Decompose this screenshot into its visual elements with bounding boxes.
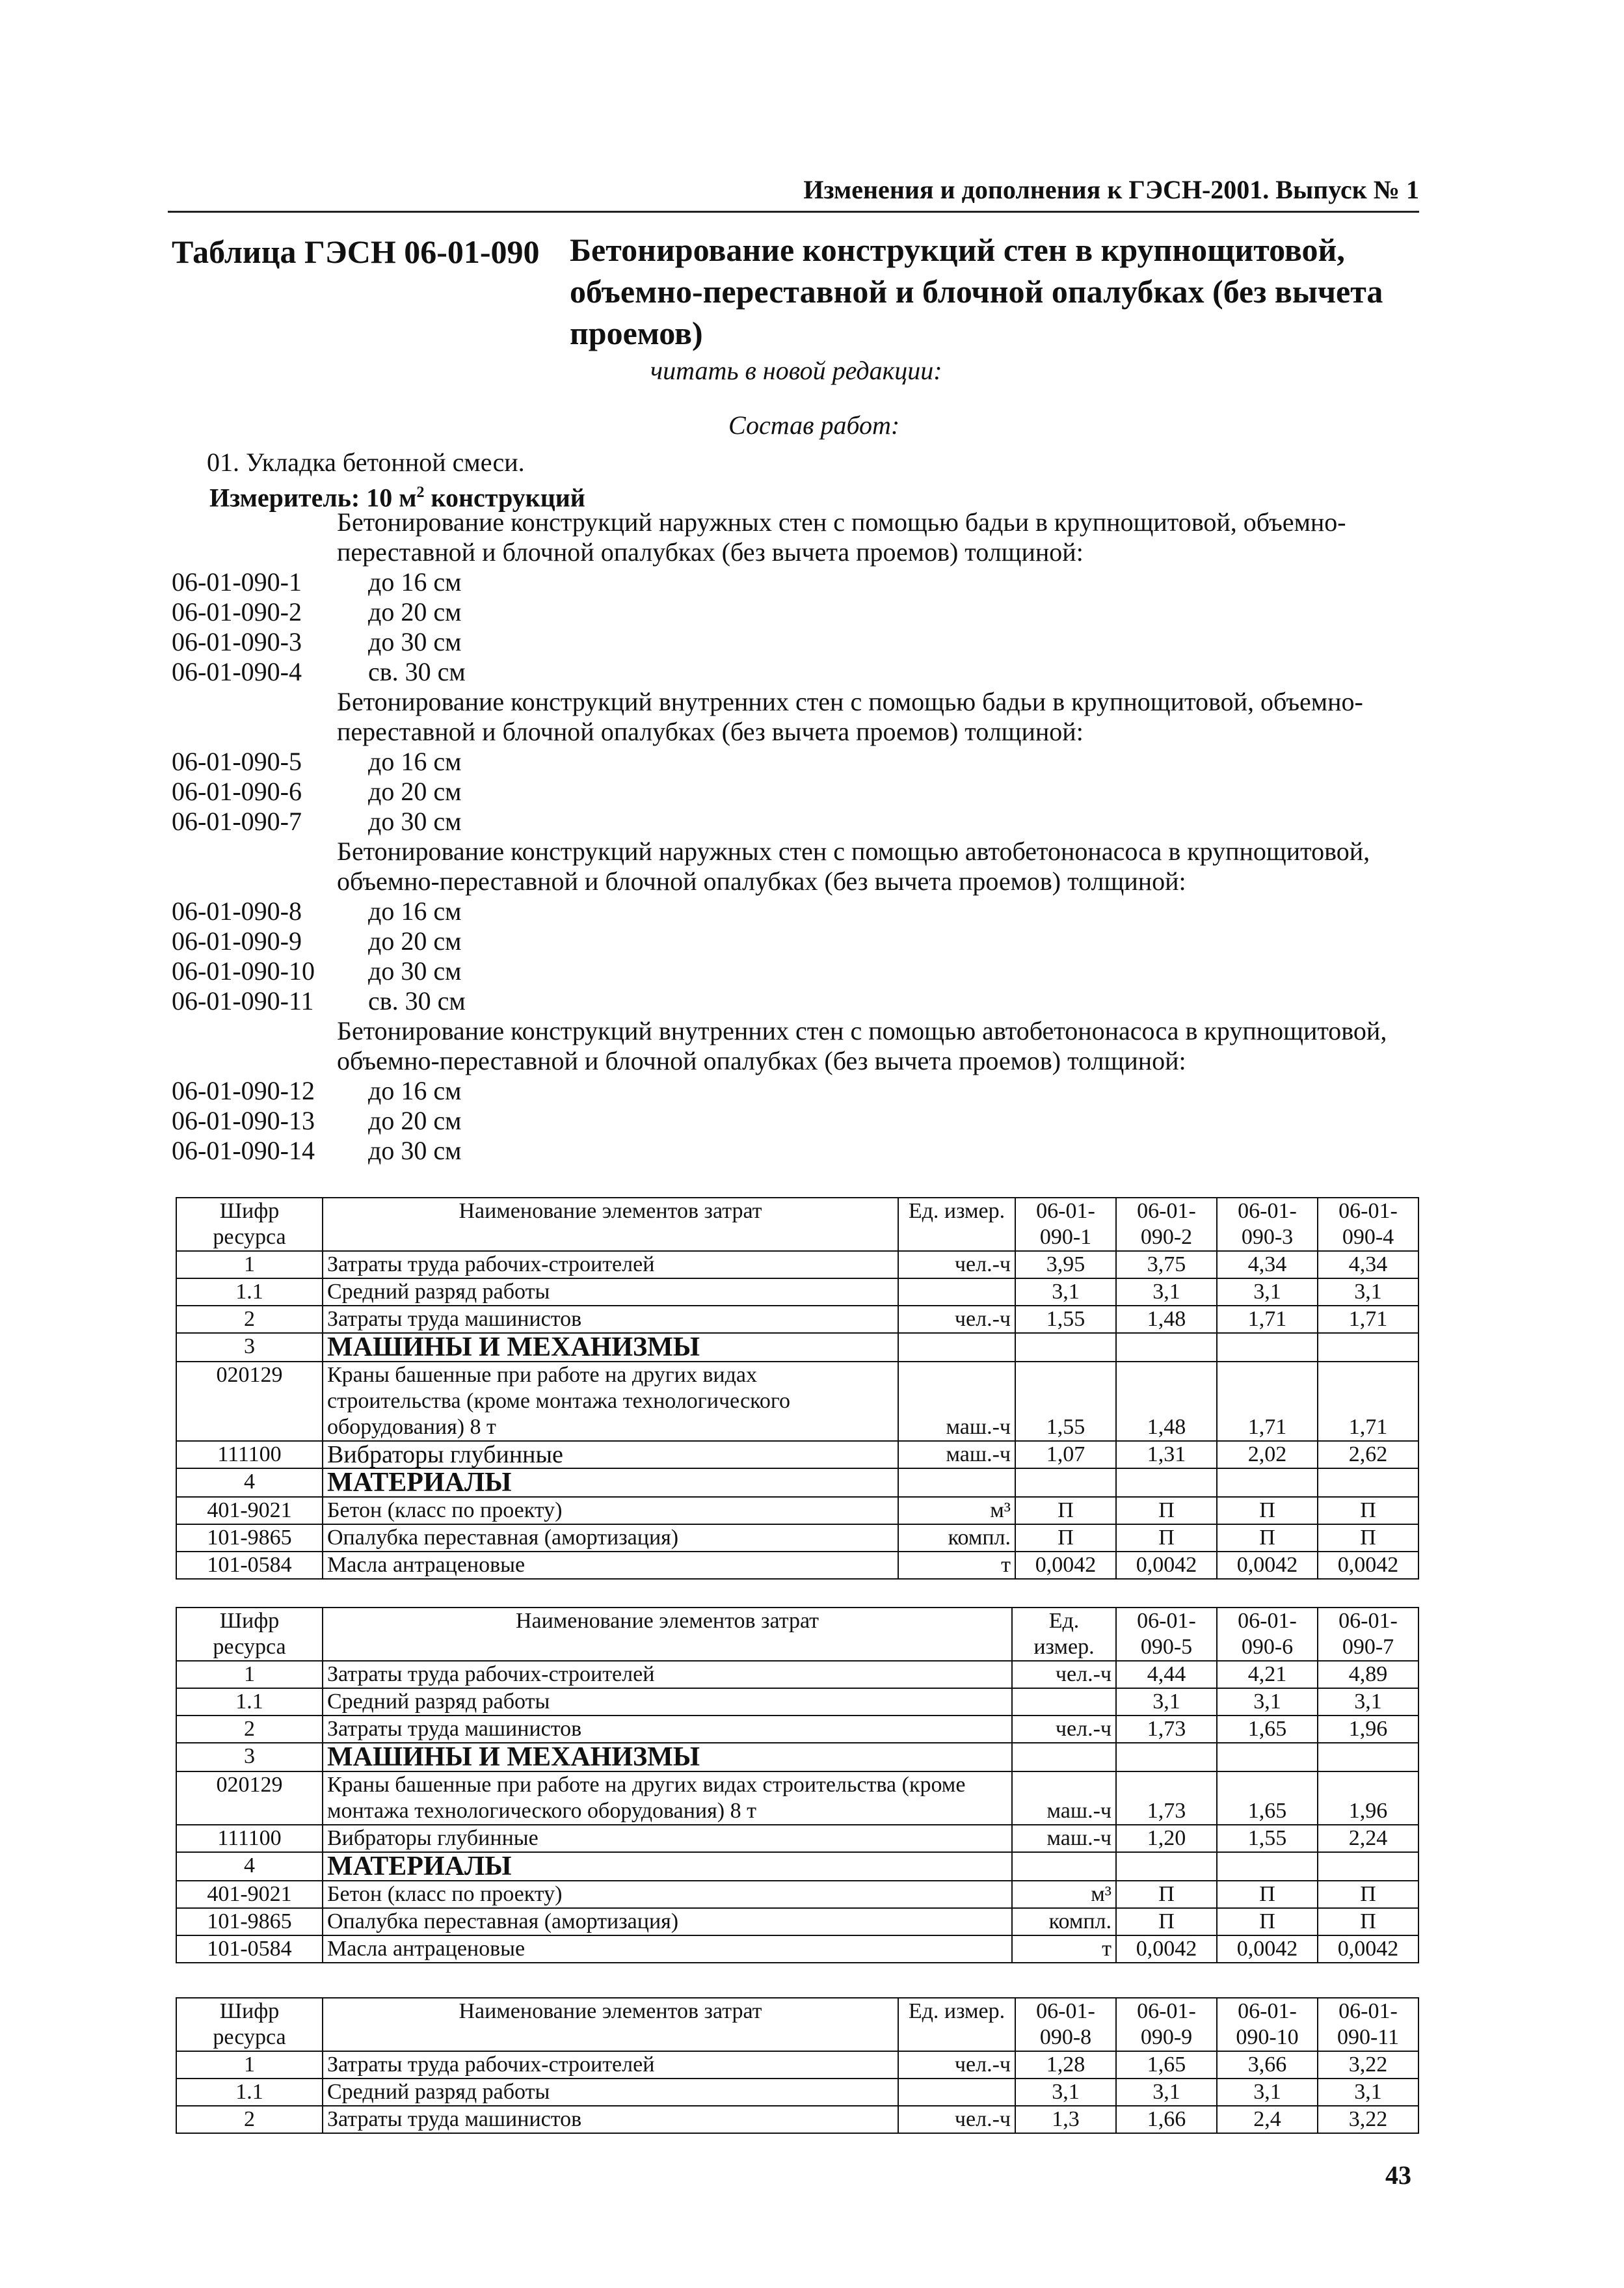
table-header-row bbox=[176, 1608, 1418, 1661]
table-row bbox=[176, 2079, 1418, 2106]
table-row bbox=[176, 1524, 1418, 1552]
row-value: 0,0042 bbox=[1116, 1552, 1217, 1579]
resource-table bbox=[176, 1197, 1419, 1580]
row-code: 101-0584 bbox=[176, 1935, 323, 1963]
table-header-row bbox=[176, 1998, 1418, 2051]
row-value bbox=[1116, 1333, 1217, 1362]
header-norm-code: 06-01-090-1 bbox=[1015, 1198, 1116, 1251]
row-value: 3,1 bbox=[1318, 1278, 1418, 1306]
norm-item bbox=[172, 1076, 461, 1106]
row-unit bbox=[1012, 1688, 1116, 1716]
row-value: П bbox=[1116, 1881, 1217, 1908]
table-row bbox=[176, 1852, 1418, 1881]
norm-thickness: до 30 см bbox=[368, 1136, 462, 1165]
measure-value: 10 м bbox=[366, 483, 417, 513]
row-value: 1,55 bbox=[1015, 1306, 1116, 1333]
header-norm-code: 06-01-090-2 bbox=[1116, 1198, 1217, 1251]
table-row bbox=[176, 1688, 1418, 1716]
header-norm-code: 06-01-090-10 bbox=[1217, 1998, 1318, 2051]
row-name: МАШИНЫ И МЕХАНИЗМЫ bbox=[323, 1333, 898, 1362]
row-value: 3,22 bbox=[1318, 2106, 1418, 2133]
row-value: 1,55 bbox=[1217, 1825, 1318, 1852]
row-value: 1,71 bbox=[1217, 1306, 1318, 1333]
row-code: 1.1 bbox=[176, 2079, 323, 2106]
row-code: 111100 bbox=[176, 1825, 323, 1852]
header-norm-code: 06-01-090-8 bbox=[1015, 1998, 1116, 2051]
row-name: Краны башенные при работе на других видах строительства (кроме монтажа технологического оборудования) 8 т bbox=[323, 1362, 898, 1441]
row-value: 0,0042 bbox=[1318, 1935, 1418, 1963]
row-unit: маш.-ч bbox=[898, 1441, 1015, 1468]
row-value: 4,44 bbox=[1116, 1661, 1217, 1688]
row-value: 1,65 bbox=[1217, 1716, 1318, 1743]
norm-code: 06-01-090-11 bbox=[172, 986, 314, 1016]
row-value: 0,0042 bbox=[1217, 1552, 1318, 1579]
norm-item bbox=[172, 657, 466, 687]
norm-item bbox=[172, 956, 461, 986]
norm-code: 06-01-090-8 bbox=[172, 896, 302, 926]
row-code: 1 bbox=[176, 2051, 323, 2079]
row-name: Затраты труда машинистов bbox=[323, 2106, 898, 2133]
row-value bbox=[1116, 1743, 1217, 1771]
row-value: 3,1 bbox=[1318, 2079, 1418, 2106]
norm-thickness: до 20 см bbox=[368, 777, 462, 806]
row-value: П bbox=[1116, 1908, 1217, 1935]
group-description: Бетонирование конструкций внутренних стен с помощью бадьи в крупнощитовой, объемно-переставной и блочной опалубках (без вычета проемов) толщиной: bbox=[337, 687, 1363, 746]
header-norm-code: 06-01-090-3 bbox=[1217, 1198, 1318, 1251]
row-value: 1,65 bbox=[1116, 2051, 1217, 2079]
header-norm-code: 06-01-090-7 bbox=[1318, 1608, 1418, 1661]
header-code: Шифр ресурса bbox=[176, 1608, 323, 1661]
row-value bbox=[1015, 1333, 1116, 1362]
norm-thickness: до 16 см bbox=[368, 567, 462, 597]
row-code: 1.1 bbox=[176, 1278, 323, 1306]
row-code: 111100 bbox=[176, 1441, 323, 1468]
norm-code: 06-01-090-5 bbox=[172, 747, 302, 776]
row-value bbox=[1318, 1743, 1418, 1771]
row-code: 1 bbox=[176, 1251, 323, 1278]
header-name: Наименование элементов затрат bbox=[323, 1608, 1012, 1661]
header-code: Шифр ресурса bbox=[176, 1998, 323, 2051]
row-value: 3,1 bbox=[1116, 1278, 1217, 1306]
row-code: 3 bbox=[176, 1743, 323, 1771]
header-norm-code: 06-01-090-5 bbox=[1116, 1608, 1217, 1661]
measure-prefix: Измеритель: bbox=[209, 483, 360, 513]
table-row bbox=[176, 1441, 1418, 1468]
norm-item bbox=[172, 807, 461, 837]
table-row bbox=[176, 1251, 1418, 1278]
row-value: П bbox=[1318, 1908, 1418, 1935]
norm-thickness: до 30 см bbox=[368, 627, 462, 656]
row-code: 4 bbox=[176, 1468, 323, 1497]
row-name: МАТЕРИАЛЫ bbox=[323, 1852, 1012, 1881]
table-row bbox=[176, 2051, 1418, 2079]
row-value: 1,55 bbox=[1015, 1362, 1116, 1441]
row-value: 2,24 bbox=[1318, 1825, 1418, 1852]
group-description: Бетонирование конструкций наружных стен с помощью автобетононасоса в крупнощитовой, объемно-переставной и блочной опалубках (без вычета проемов) толщиной: bbox=[337, 837, 1370, 896]
row-value: 1,66 bbox=[1116, 2106, 1217, 2133]
row-value: П bbox=[1318, 1881, 1418, 1908]
norm-thickness: до 16 см bbox=[368, 1076, 462, 1105]
row-value: 1,31 bbox=[1116, 1441, 1217, 1468]
row-unit: чел.-ч bbox=[1012, 1661, 1116, 1688]
row-unit: м³ bbox=[898, 1497, 1015, 1524]
row-value: 3,1 bbox=[1217, 1688, 1318, 1716]
norm-item bbox=[172, 1136, 461, 1166]
norm-thickness: до 16 см bbox=[368, 896, 462, 926]
row-value: П bbox=[1217, 1908, 1318, 1935]
row-value: 3,75 bbox=[1116, 1251, 1217, 1278]
row-value: 3,1 bbox=[1217, 2079, 1318, 2106]
work-step: 01. Укладка бетонной смеси. bbox=[207, 448, 525, 477]
table-row bbox=[176, 1468, 1418, 1497]
row-name: Вибраторы глубинные bbox=[323, 1825, 1012, 1852]
row-name: Бетон (класс по проекту) bbox=[323, 1497, 898, 1524]
row-value bbox=[1015, 1468, 1116, 1497]
row-value bbox=[1217, 1852, 1318, 1881]
row-value: П bbox=[1318, 1497, 1418, 1524]
row-unit: чел.-ч bbox=[898, 2051, 1015, 2079]
row-value: 0,0042 bbox=[1015, 1552, 1116, 1579]
row-code: 4 bbox=[176, 1852, 323, 1881]
norm-code: 06-01-090-14 bbox=[172, 1136, 315, 1165]
row-name: Вибраторы глубинные bbox=[323, 1441, 898, 1468]
row-name: МАШИНЫ И МЕХАНИЗМЫ bbox=[323, 1743, 1012, 1771]
table-row bbox=[176, 1716, 1418, 1743]
row-value: 1,3 bbox=[1015, 2106, 1116, 2133]
page-number: 43 bbox=[1385, 2160, 1411, 2190]
row-code: 020129 bbox=[176, 1362, 323, 1441]
norm-thickness: до 30 см bbox=[368, 807, 462, 836]
norm-thickness: до 16 см bbox=[368, 747, 462, 776]
resource-table bbox=[176, 1607, 1419, 1963]
header-code: Шифр ресурса bbox=[176, 1198, 323, 1251]
norm-code: 06-01-090-3 bbox=[172, 627, 302, 656]
norm-item bbox=[172, 986, 466, 1016]
row-value: 1,28 bbox=[1015, 2051, 1116, 2079]
row-code: 2 bbox=[176, 1306, 323, 1333]
table-row bbox=[176, 1881, 1418, 1908]
table-row bbox=[176, 1333, 1418, 1362]
row-value: 3,1 bbox=[1015, 2079, 1116, 2106]
row-name: Средний разряд работы bbox=[323, 2079, 898, 2106]
row-value: 4,21 bbox=[1217, 1661, 1318, 1688]
norm-code: 06-01-090-10 bbox=[172, 956, 315, 986]
header-name: Наименование элементов затрат bbox=[323, 1198, 898, 1251]
row-value bbox=[1318, 1468, 1418, 1497]
header-unit: Ед. измер. bbox=[898, 1998, 1015, 2051]
row-unit: маш.-ч bbox=[1012, 1771, 1116, 1825]
norm-item bbox=[172, 926, 461, 956]
row-unit: компл. bbox=[898, 1524, 1015, 1552]
norm-code: 06-01-090-12 bbox=[172, 1076, 315, 1105]
row-name: Краны башенные при работе на других видах строительства (кроме монтажа технологического оборудования) 8 т bbox=[323, 1771, 1012, 1825]
row-value bbox=[1318, 1852, 1418, 1881]
row-value: 1,71 bbox=[1318, 1306, 1418, 1333]
row-name: Затраты труда рабочих-строителей bbox=[323, 2051, 898, 2079]
row-unit: маш.-ч bbox=[898, 1362, 1015, 1441]
composition-heading: Состав работ: bbox=[728, 410, 900, 440]
row-value: 0,0042 bbox=[1217, 1935, 1318, 1963]
header-norm-code: 06-01-090-4 bbox=[1318, 1198, 1418, 1251]
norm-thickness: до 30 см bbox=[368, 956, 462, 986]
table-label: Таблица ГЭСН 06-01-090 bbox=[172, 234, 540, 270]
row-value: П bbox=[1217, 1881, 1318, 1908]
table-row bbox=[176, 1935, 1418, 1963]
header-norm-code: 06-01-090-9 bbox=[1116, 1998, 1217, 2051]
norm-item bbox=[172, 1106, 461, 1136]
row-value: 1,20 bbox=[1116, 1825, 1217, 1852]
header-unit: Ед. измер. bbox=[1012, 1608, 1116, 1661]
table-row bbox=[176, 1661, 1418, 1688]
row-unit: компл. bbox=[1012, 1908, 1116, 1935]
row-unit bbox=[898, 2079, 1015, 2106]
header-unit: Ед. измер. bbox=[898, 1198, 1015, 1251]
table-row bbox=[176, 1278, 1418, 1306]
measure-sup: 2 bbox=[416, 484, 425, 501]
norm-code: 06-01-090-7 bbox=[172, 807, 302, 836]
row-value: 1,65 bbox=[1217, 1771, 1318, 1825]
row-value: 2,62 bbox=[1318, 1441, 1418, 1468]
row-value: 3,22 bbox=[1318, 2051, 1418, 2079]
row-code: 401-9021 bbox=[176, 1881, 323, 1908]
row-value: 1,48 bbox=[1116, 1362, 1217, 1441]
norm-code: 06-01-090-4 bbox=[172, 657, 302, 686]
row-value bbox=[1217, 1743, 1318, 1771]
table-row bbox=[176, 1552, 1418, 1579]
row-value: 1,71 bbox=[1318, 1362, 1418, 1441]
row-value: 3,66 bbox=[1217, 2051, 1318, 2079]
row-name: Опалубка переставная (амортизация) bbox=[323, 1524, 898, 1552]
norm-thickness: до 20 см bbox=[368, 1106, 462, 1135]
norm-thickness: до 20 см bbox=[368, 597, 462, 626]
row-unit: т bbox=[898, 1552, 1015, 1579]
row-name: Средний разряд работы bbox=[323, 1278, 898, 1306]
header-norm-code: 06-01-090-11 bbox=[1318, 1998, 1418, 2051]
norm-code: 06-01-090-13 bbox=[172, 1106, 315, 1135]
row-value: 4,34 bbox=[1318, 1251, 1418, 1278]
table-header-row bbox=[176, 1198, 1418, 1251]
row-value: 2,02 bbox=[1217, 1441, 1318, 1468]
row-value: П bbox=[1015, 1524, 1116, 1552]
row-value: 0,0042 bbox=[1318, 1552, 1418, 1579]
norm-item bbox=[172, 896, 461, 926]
header-norm-code: 06-01-090-6 bbox=[1217, 1608, 1318, 1661]
table-row bbox=[176, 1306, 1418, 1333]
running-header: Изменения и дополнения к ГЭСН-2001. Выпуск № 1 bbox=[803, 175, 1419, 204]
edition-note: читать в новой редакции: bbox=[650, 356, 942, 385]
row-value: П bbox=[1015, 1497, 1116, 1524]
row-value: П bbox=[1116, 1497, 1217, 1524]
norm-thickness: св. 30 см bbox=[368, 986, 466, 1016]
table-row bbox=[176, 2106, 1418, 2133]
table-row bbox=[176, 1497, 1418, 1524]
resource-table bbox=[176, 1997, 1419, 2134]
row-unit: чел.-ч bbox=[898, 2106, 1015, 2133]
norm-code: 06-01-090-2 bbox=[172, 597, 302, 626]
norm-item bbox=[172, 567, 461, 597]
table-row bbox=[176, 1825, 1418, 1852]
row-unit: маш.-ч bbox=[1012, 1825, 1116, 1852]
row-unit bbox=[1012, 1852, 1116, 1881]
table-row bbox=[176, 1743, 1418, 1771]
row-code: 3 bbox=[176, 1333, 323, 1362]
norm-code: 06-01-090-6 bbox=[172, 777, 302, 806]
group-description: Бетонирование конструкций наружных стен с помощью бадьи в крупнощитовой, объемно-переставной и блочной опалубках (без вычета проемов) толщиной: bbox=[337, 507, 1346, 567]
row-name: Затраты труда рабочих-строителей bbox=[323, 1251, 898, 1278]
row-code: 401-9021 bbox=[176, 1497, 323, 1524]
row-name: Средний разряд работы bbox=[323, 1688, 1012, 1716]
row-code: 020129 bbox=[176, 1771, 323, 1825]
row-unit: чел.-ч bbox=[898, 1251, 1015, 1278]
table-row bbox=[176, 1908, 1418, 1935]
row-code: 101-9865 bbox=[176, 1524, 323, 1552]
row-code: 2 bbox=[176, 1716, 323, 1743]
row-value: 1,07 bbox=[1015, 1441, 1116, 1468]
group-description: Бетонирование конструкций внутренних стен с помощью автобетононасоса в крупнощитовой, объемно-переставной и блочной опалубках (без вычета проемов) толщиной: bbox=[337, 1016, 1387, 1075]
row-code: 2 bbox=[176, 2106, 323, 2133]
row-value: 3,1 bbox=[1116, 1688, 1217, 1716]
row-name: Затраты труда рабочих-строителей bbox=[323, 1661, 1012, 1688]
table-row bbox=[176, 1362, 1418, 1441]
row-value bbox=[1116, 1852, 1217, 1881]
norm-item bbox=[172, 747, 461, 777]
row-name: Масла антраценовые bbox=[323, 1552, 898, 1579]
row-value: 2,4 bbox=[1217, 2106, 1318, 2133]
row-value: П bbox=[1318, 1524, 1418, 1552]
row-unit: чел.-ч bbox=[1012, 1716, 1116, 1743]
row-value: 1,73 bbox=[1116, 1771, 1217, 1825]
header-rule bbox=[168, 211, 1419, 213]
row-unit bbox=[898, 1333, 1015, 1362]
row-code: 101-9865 bbox=[176, 1908, 323, 1935]
row-value: 3,1 bbox=[1318, 1688, 1418, 1716]
row-value bbox=[1318, 1333, 1418, 1362]
norm-thickness: до 20 см bbox=[368, 926, 462, 956]
row-name: МАТЕРИАЛЫ bbox=[323, 1468, 898, 1497]
row-value: 1,73 bbox=[1116, 1716, 1217, 1743]
row-unit bbox=[1012, 1743, 1116, 1771]
row-unit bbox=[898, 1468, 1015, 1497]
row-unit: т bbox=[1012, 1935, 1116, 1963]
row-code: 1.1 bbox=[176, 1688, 323, 1716]
row-value bbox=[1217, 1333, 1318, 1362]
norm-thickness: св. 30 см bbox=[368, 657, 466, 686]
row-value: 1,96 bbox=[1318, 1716, 1418, 1743]
row-code: 101-0584 bbox=[176, 1552, 323, 1579]
row-value: 4,89 bbox=[1318, 1661, 1418, 1688]
norm-code: 06-01-090-1 bbox=[172, 567, 302, 597]
row-name: Бетон (класс по проекту) bbox=[323, 1881, 1012, 1908]
header-name: Наименование элементов затрат bbox=[323, 1998, 898, 2051]
row-value: П bbox=[1217, 1497, 1318, 1524]
row-unit: м³ bbox=[1012, 1881, 1116, 1908]
row-code: 1 bbox=[176, 1661, 323, 1688]
row-value: 3,1 bbox=[1116, 2079, 1217, 2106]
row-unit: чел.-ч bbox=[898, 1306, 1015, 1333]
document-title: Бетонирование конструкций стен в крупнощитовой, объемно-переставной и блочной опалубках (без вычета проемов) bbox=[570, 232, 1383, 351]
norm-item bbox=[172, 627, 461, 657]
row-value: 3,1 bbox=[1015, 1278, 1116, 1306]
row-name: Масла антраценовые bbox=[323, 1935, 1012, 1963]
row-value: 1,48 bbox=[1116, 1306, 1217, 1333]
row-unit bbox=[898, 1278, 1015, 1306]
row-name: Затраты труда машинистов bbox=[323, 1306, 898, 1333]
row-value: 1,71 bbox=[1217, 1362, 1318, 1441]
norm-item bbox=[172, 777, 461, 807]
row-value bbox=[1116, 1468, 1217, 1497]
measure-suffix: конструкций bbox=[431, 483, 585, 513]
row-value: 4,34 bbox=[1217, 1251, 1318, 1278]
row-value: 1,96 bbox=[1318, 1771, 1418, 1825]
row-value: П bbox=[1116, 1524, 1217, 1552]
table-row bbox=[176, 1771, 1418, 1825]
row-value: П bbox=[1217, 1524, 1318, 1552]
row-name: Опалубка переставная (амортизация) bbox=[323, 1908, 1012, 1935]
norm-item bbox=[172, 597, 461, 627]
row-value: 3,95 bbox=[1015, 1251, 1116, 1278]
row-value: 3,1 bbox=[1217, 1278, 1318, 1306]
row-value: 0,0042 bbox=[1116, 1935, 1217, 1963]
norm-code: 06-01-090-9 bbox=[172, 926, 302, 956]
row-value bbox=[1217, 1468, 1318, 1497]
row-name: Затраты труда машинистов bbox=[323, 1716, 1012, 1743]
